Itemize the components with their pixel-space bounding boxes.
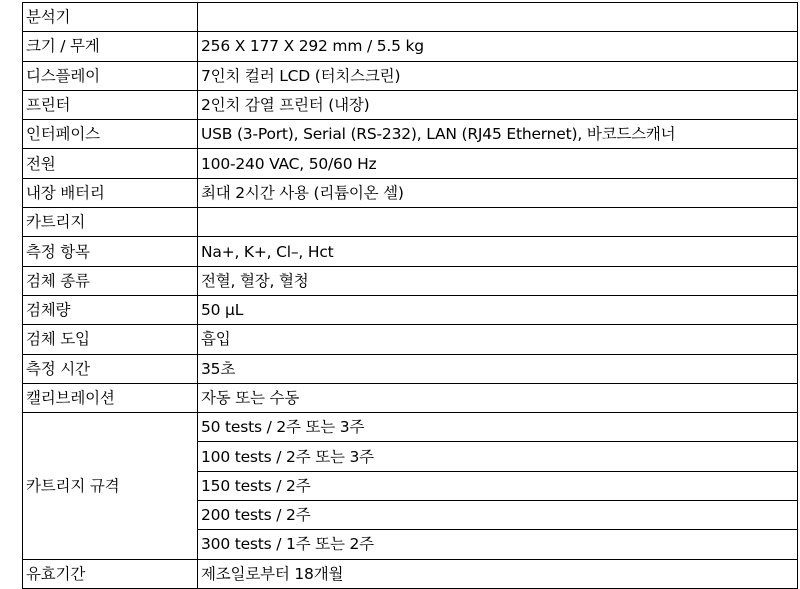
row-label-size-weight: 크기 / 무게	[23, 32, 198, 61]
cartridge-spec-value: 150 tests / 2주	[198, 471, 798, 500]
row-value-cartridge	[198, 208, 798, 237]
row-label-sample-intake: 검체 도입	[23, 325, 198, 354]
table-row	[23, 32, 798, 61]
cartridge-spec-value: 300 tests / 1주 또는 2주	[198, 530, 798, 559]
table-row	[23, 208, 798, 237]
row-value-calibration: 자동 또는 수동	[198, 383, 798, 412]
row-value-printer: 2인치 감열 프린터 (내장)	[198, 90, 798, 119]
row-label-cartridge-spec: 카트리지 규격	[23, 413, 198, 559]
table-row	[23, 149, 798, 178]
row-value-battery: 최대 2시간 사용 (리튬이온 셀)	[198, 178, 798, 207]
table-row	[23, 61, 798, 90]
row-value-measurement-time: 35초	[198, 354, 798, 383]
row-label-cartridge: 카트리지	[23, 208, 198, 237]
row-value-size-weight: 256 X 177 X 292 mm / 5.5 kg	[198, 32, 798, 61]
row-label-calibration: 캘리브레이션	[23, 383, 198, 412]
row-label-sample-type: 검체 종류	[23, 266, 198, 295]
table-row	[23, 295, 798, 324]
cartridge-spec-value: 50 tests / 2주 또는 3주	[198, 413, 798, 442]
row-value-display: 7인치 컬러 LCD (터치스크린)	[198, 61, 798, 90]
row-label-measurement-time: 측정 시간	[23, 354, 198, 383]
row-value-interface: USB (3-Port), Serial (RS-232), LAN (RJ45 Ethernet), 바코드스캐너	[198, 120, 798, 149]
row-value-sample-volume: 50 µL	[198, 295, 798, 324]
table-row	[23, 266, 798, 295]
row-value-power: 100-240 VAC, 50/60 Hz	[198, 149, 798, 178]
cartridge-spec-value: 100 tests / 2주 또는 3주	[198, 442, 798, 471]
row-label-expiry: 유효기간	[23, 559, 198, 588]
row-label-interface: 인터페이스	[23, 120, 198, 149]
table-row	[23, 237, 798, 266]
row-value-sample-intake: 흡입	[198, 325, 798, 354]
row-value-sample-type: 전혈, 혈장, 혈청	[198, 266, 798, 295]
row-value-measurement-items: Na+, K+, Cl–, Hct	[198, 237, 798, 266]
table-row	[23, 559, 798, 588]
table-row	[23, 413, 798, 442]
row-label-battery: 내장 배터리	[23, 178, 198, 207]
table-row	[23, 120, 798, 149]
row-label-printer: 프린터	[23, 90, 198, 119]
row-label-power: 전원	[23, 149, 198, 178]
row-value-analyzer	[198, 3, 798, 32]
table-row	[23, 90, 798, 119]
table-row	[23, 354, 798, 383]
row-label-measurement-items: 측정 항목	[23, 237, 198, 266]
table-row	[23, 383, 798, 412]
table-row	[23, 325, 798, 354]
cartridge-spec-value: 200 tests / 2주	[198, 501, 798, 530]
table-row	[23, 3, 798, 32]
spec-table	[22, 2, 798, 589]
row-label-sample-volume: 검체량	[23, 295, 198, 324]
row-label-display: 디스플레이	[23, 61, 198, 90]
row-label-analyzer: 분석기	[23, 3, 198, 32]
row-value-expiry: 제조일로부터 18개월	[198, 559, 798, 588]
table-row	[23, 178, 798, 207]
